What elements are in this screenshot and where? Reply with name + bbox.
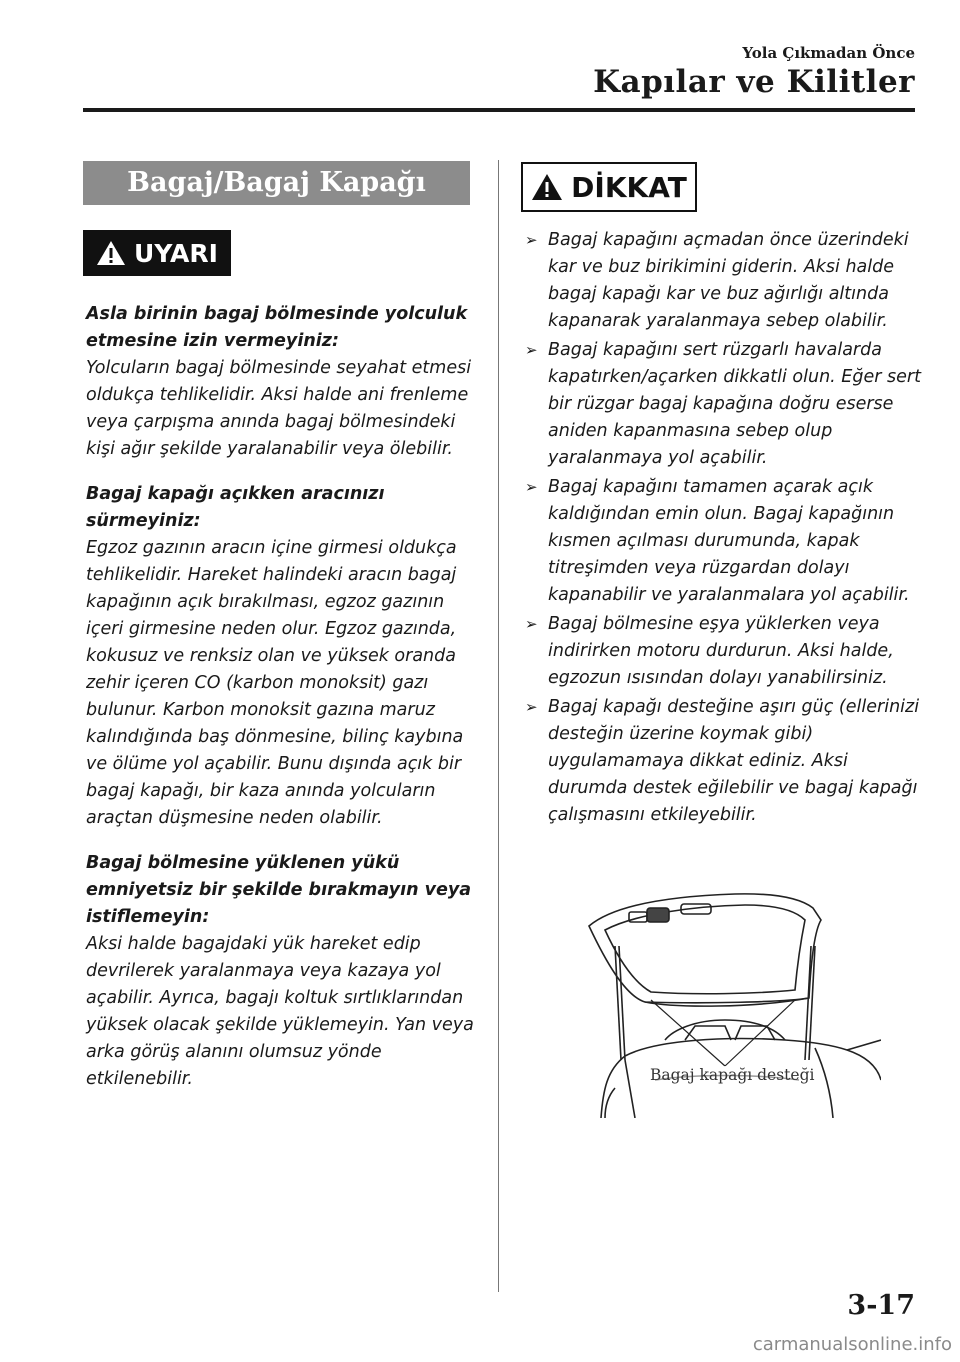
warning-heading: Bagaj kapağı açıkken aracınızı sürmeyiniz: bbox=[86, 484, 385, 531]
caution-item bbox=[525, 227, 925, 335]
warning-badge-label: UYARI bbox=[134, 238, 218, 268]
watermark: carmanualsonline.info bbox=[752, 1334, 952, 1355]
warning-block bbox=[86, 850, 481, 1093]
warning-block bbox=[86, 481, 481, 832]
chapter-title: Kapılar ve Kilitler bbox=[593, 64, 915, 100]
warning-triangle-icon bbox=[96, 240, 126, 266]
warning-text: Egzoz gazının aracın içine girmesi oldukça tehlikelidir. Hareket halindeki aracın bagaj kapağının açık bırakılması, egzoz gazının içeri girmesine neden olur. Egzoz gazında, kokusuz ve renksiz olan ve yüksek oranda zehir içeren CO (karbon monoksit) gazı bulunur. Karbon monoksit gazına maruz kalındığında baş dönmesine, bilinç kaybına ve ölüme yol açabilir. Bunu dışında açık bir bagaj kapağı, bir kaza anında yolcuların araçtan düşmesine neden olabilir. bbox=[86, 538, 464, 828]
arrow-bullet-icon: ➢ bbox=[525, 231, 538, 249]
figure-label: Bagaj kapağı desteği bbox=[650, 1066, 815, 1084]
column-divider bbox=[498, 160, 499, 1292]
warning-body bbox=[86, 301, 481, 1111]
warning-text: Yolcuların bagaj bölmesinde seyahat etmesi oldukça tehlikelidir. Aksi halde ani frenleme veya çarpışma anında bagaj bölmesindeki kişi ağır şekilde yaralanabilir veya ölebilir. bbox=[86, 358, 472, 459]
warning-heading: Asla birinin bagaj bölmesinde yolculuk etmesine izin vermeyiniz: bbox=[86, 304, 468, 351]
caution-item bbox=[525, 611, 925, 692]
caution-item-text: Bagaj bölmesine eşya yüklerken veya indirirken motoru durdurun. Aksi halde, egzozun ısısından dolayı yanabilirsiniz. bbox=[548, 614, 894, 688]
caution-item bbox=[525, 337, 925, 472]
caution-badge-label: DİKKAT bbox=[571, 170, 687, 204]
arrow-bullet-icon: ➢ bbox=[525, 615, 538, 633]
caution-item-text: Bagaj kapağını tamamen açarak açık kaldığından emin olun. Bagaj kapağının kısmen açılması durumunda, kapak titreşimden veya rüzgardan dolayı kapanabilir ve yaralanmalara yol açabilir. bbox=[548, 477, 910, 605]
arrow-bullet-icon: ➢ bbox=[525, 341, 538, 359]
warning-triangle-icon bbox=[531, 173, 563, 201]
caution-item bbox=[525, 474, 925, 609]
arrow-bullet-icon: ➢ bbox=[525, 698, 538, 716]
caution-list bbox=[525, 227, 925, 831]
section-title: Bagaj/Bagaj Kapağı bbox=[83, 161, 470, 205]
warning-badge bbox=[83, 230, 231, 276]
warning-block bbox=[86, 301, 481, 463]
caution-badge bbox=[521, 162, 697, 212]
header-rule bbox=[83, 108, 915, 112]
caution-item-text: Bagaj kapağını sert rüzgarlı havalarda kapatırken/açarken dikkatli olun. Eğer sert bir rüzgar bagaj kapağına doğru eserse aniden kapanmasına sebep olup yaralanmaya yol açabilir. bbox=[548, 340, 921, 468]
caution-item bbox=[525, 694, 925, 829]
arrow-bullet-icon: ➢ bbox=[525, 478, 538, 496]
page-number: 3-17 bbox=[847, 1290, 915, 1321]
caution-item-text: Bagaj kapağını açmadan önce üzerindeki kar ve buz birikimini giderin. Aksi halde bagaj kapağı kar ve buz ağırlığı altında kapanarak yaralanmaya sebep olabilir. bbox=[548, 230, 909, 331]
warning-heading: Bagaj bölmesine yüklenen yükü emniyetsiz bir şekilde bırakmayın veya istiflemeyin: bbox=[86, 853, 472, 927]
warning-text: Aksi halde bagajdaki yük hareket edip devrilerek yaralanmaya veya kazaya yol açabilir. Ayrıca, bagajı koltuk sırtlıklarından yüksek olacak şekilde yüklemeyin. Yan veya arka görüş alanını olumsuz yönde etkilenebilir. bbox=[86, 934, 474, 1089]
chapter-subtitle: Yola Çıkmadan Önce bbox=[742, 44, 915, 62]
caution-item-text: Bagaj kapağı desteğine aşırı güç (ellerinizi desteğin üzerine koymak gibi) uygulamamaya dikkat ediniz. Aksi durumda destek eğilebilir ve bagaj kapağı çalışmasını etkileyebilir. bbox=[548, 697, 920, 825]
